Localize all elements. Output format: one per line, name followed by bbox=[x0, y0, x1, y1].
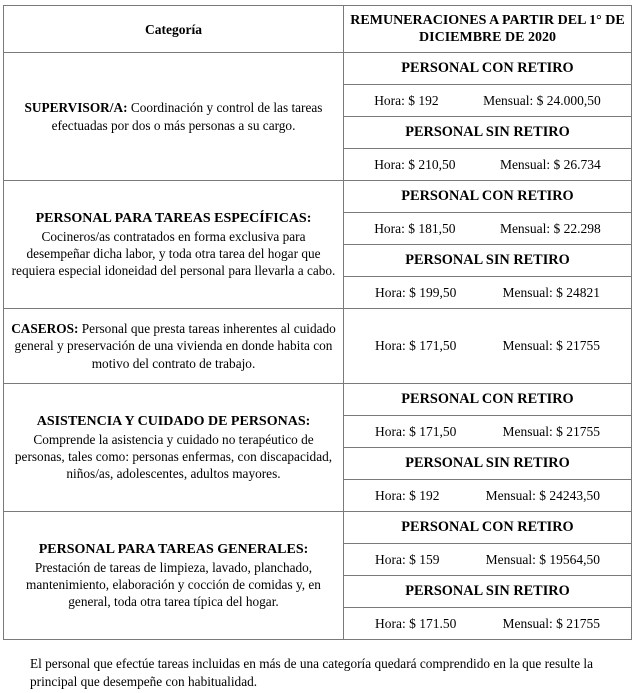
sin-retiro-label: PERSONAL SIN RETIRO bbox=[344, 117, 632, 149]
table-row bbox=[4, 53, 632, 85]
table-row bbox=[4, 512, 632, 544]
category-title: PERSONAL PARA TAREAS GENERALES: bbox=[38, 542, 309, 558]
header-remuneraciones: REMUNERACIONES A PARTIR DEL 1° DE DICIEMBRE DE 2020 bbox=[344, 6, 632, 53]
hora-value: Hora: $ 199,50 bbox=[375, 284, 457, 300]
mensual-value: Mensual: $ 24821 bbox=[502, 284, 600, 300]
table-row bbox=[4, 384, 632, 416]
header-categoria: Categoría bbox=[4, 6, 344, 53]
category-title: PERSONAL PARA TAREAS ESPECÍFICAS: bbox=[35, 211, 312, 227]
mensual-value: Mensual: $ 26.734 bbox=[499, 156, 601, 172]
header-row bbox=[4, 6, 632, 53]
category-description: Coordinación y control de las tareas efectuadas por dos o más personas a su cargo. bbox=[51, 100, 323, 133]
mensual-value: Mensual: $ 19564,50 bbox=[485, 551, 600, 567]
con-retiro-label: PERSONAL CON RETIRO bbox=[344, 181, 632, 213]
sin-retiro-label: PERSONAL SIN RETIRO bbox=[344, 448, 632, 480]
mensual-value: Mensual: $ 21755 bbox=[502, 423, 600, 439]
hora-value: Hora: $ 192 bbox=[374, 92, 439, 108]
table-row bbox=[4, 309, 632, 384]
sin-retiro-label: PERSONAL SIN RETIRO bbox=[344, 245, 632, 277]
category-title: ASISTENCIA Y CUIDADO DE PERSONAS: bbox=[36, 414, 311, 430]
category-cell-tareas-generales bbox=[4, 512, 344, 640]
hora-value: Hora: $ 171,50 bbox=[375, 338, 457, 353]
con-retiro-label: PERSONAL CON RETIRO bbox=[344, 53, 632, 85]
category-description: Personal que presta tareas inherentes al cuidado general y preservación de una vivienda en donde habita con motivo del contrato de trabajo. bbox=[14, 321, 336, 371]
con-retiro-label: PERSONAL CON RETIRO bbox=[344, 512, 632, 544]
hora-value: Hora: $ 181,50 bbox=[374, 220, 456, 236]
sin-retiro-label: PERSONAL SIN RETIRO bbox=[344, 576, 632, 608]
con-retiro-label: PERSONAL CON RETIRO bbox=[344, 384, 632, 416]
category-description: Cocineros/as contratados en forma exclusiva para desempeñar dicha labor, y toda otra tarea del hogar que requiera especial idoneidad del personal para llevarla a cabo. bbox=[11, 228, 336, 279]
mensual-value: Mensual: $ 22.298 bbox=[499, 220, 601, 236]
mensual-value: Mensual: $ 21755 bbox=[502, 338, 600, 353]
mensual-value: Mensual: $ 24243,50 bbox=[485, 487, 600, 503]
hora-value: Hora: $ 171.50 bbox=[375, 615, 457, 631]
category-cell-supervisor bbox=[4, 53, 344, 181]
category-description: Prestación de tareas de limpieza, lavado, planchado, mantenimiento, elaboración y cocción de comidas y, en general, toda otra tarea típica del hogar. bbox=[26, 559, 321, 610]
table-row bbox=[4, 181, 632, 213]
hora-value: Hora: $ 171,50 bbox=[375, 423, 457, 439]
hora-value: Hora: $ 159 bbox=[375, 551, 440, 567]
category-cell-asistencia bbox=[4, 384, 344, 512]
remuneraciones-table bbox=[3, 5, 632, 640]
category-cell-caseros bbox=[4, 309, 344, 384]
category-title: SUPERVISOR/A: bbox=[24, 100, 128, 116]
category-description: Comprende la asistencia y cuidado no terapéutico de personas, tales como: personas enfermas, con discapacidad, niños/as, adolescentes, adultos mayores. bbox=[14, 431, 333, 482]
footnote: El personal que efectúe tareas incluidas en más de una categoría quedará comprendido en la que resulte la principal que desempeñe con habitualidad. bbox=[30, 656, 594, 689]
hora-value: Hora: $ 192 bbox=[375, 487, 440, 503]
category-title: CASEROS: bbox=[11, 321, 79, 337]
category-cell-tareas-especificas bbox=[4, 181, 344, 309]
mensual-value: Mensual: $ 21755 bbox=[502, 615, 600, 631]
hora-value: Hora: $ 210,50 bbox=[374, 156, 456, 172]
mensual-value: Mensual: $ 24.000,50 bbox=[483, 92, 601, 108]
